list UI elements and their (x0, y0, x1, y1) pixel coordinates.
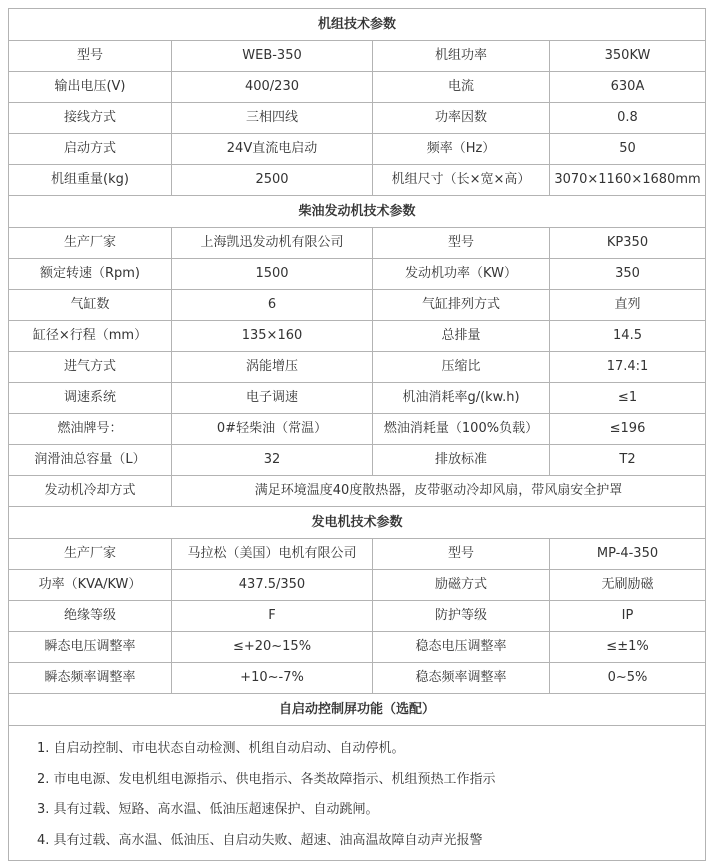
param-label: 润滑油总容量（L） (9, 445, 172, 476)
cooling-value: 满足环境温度40度散热器，皮带驱动冷却风扇，带风扇安全护罩 (172, 476, 706, 507)
table-row (9, 383, 706, 414)
table-row (9, 663, 706, 694)
param-label: 压缩比 (373, 352, 550, 383)
param-value: 直列 (550, 290, 706, 321)
param-value: 135×160 (172, 321, 373, 352)
table-row (9, 539, 706, 570)
param-value: ≤±1% (550, 632, 706, 663)
table-row (9, 352, 706, 383)
param-label: 燃油牌号： (9, 414, 172, 445)
param-label: 瞬态电压调整率 (9, 632, 172, 663)
param-value: 0.8 (550, 103, 706, 134)
table-row (9, 41, 706, 72)
table-row (9, 134, 706, 165)
param-label: 型号 (373, 228, 550, 259)
param-value: 6 (172, 290, 373, 321)
param-label: 调速系统 (9, 383, 172, 414)
table-row (9, 72, 706, 103)
param-value: 上海凯迅发动机有限公司 (172, 228, 373, 259)
param-value: 50 (550, 134, 706, 165)
param-value: 14.5 (550, 321, 706, 352)
param-value: 32 (172, 445, 373, 476)
param-value: ≤1 (550, 383, 706, 414)
param-value: 电子调速 (172, 383, 373, 414)
param-value: F (172, 601, 373, 632)
section-header-row (9, 507, 706, 539)
param-value: 2500 (172, 165, 373, 196)
param-value: IP (550, 601, 706, 632)
param-label: 额定转速（Rpm) (9, 259, 172, 290)
param-label: 机组重量(kg) (9, 165, 172, 196)
param-value: T2 (550, 445, 706, 476)
param-label: 发动机功率（KW） (373, 259, 550, 290)
param-value: 350 (550, 259, 706, 290)
feature-item: 4. 具有过载、高水温、低油压、自启动失败、超速、油高温故障自动声光报警 (37, 832, 483, 848)
param-value: ≤196 (550, 414, 706, 445)
param-value: 马拉松（美国）电机有限公司 (172, 539, 373, 570)
param-label: 气缸排列方式 (373, 290, 550, 321)
param-value: WEB-350 (172, 41, 373, 72)
table-row (9, 601, 706, 632)
param-label: 启动方式 (9, 134, 172, 165)
param-value: 1500 (172, 259, 373, 290)
param-value: 涡能增压 (172, 352, 373, 383)
table-row (9, 570, 706, 601)
param-value: KP350 (550, 228, 706, 259)
param-label: 生产厂家 (9, 228, 172, 259)
param-label: 进气方式 (9, 352, 172, 383)
param-value: 17.4:1 (550, 352, 706, 383)
param-label: 瞬态频率调整率 (9, 663, 172, 694)
param-value: 无刷励磁 (550, 570, 706, 601)
table-row (9, 290, 706, 321)
feature-item: 3. 具有过载、短路、高水温、低油压超速保护、自动跳闸。 (37, 802, 379, 817)
table-row (9, 228, 706, 259)
param-label: 功率（KVA/KW） (9, 570, 172, 601)
param-label: 励磁方式 (373, 570, 550, 601)
table-row (9, 632, 706, 663)
param-label: 缸径×行程（mm） (9, 321, 172, 352)
param-label: 频率（Hz） (373, 134, 550, 165)
section-header-row (9, 9, 706, 41)
param-label: 机油消耗率g/(kw.h) (373, 383, 550, 414)
table-row (9, 259, 706, 290)
section-header-row (9, 694, 706, 726)
section-header-row (9, 196, 706, 228)
param-value: 630A (550, 72, 706, 103)
param-label: 总排量 (373, 321, 550, 352)
param-label: 机组功率 (373, 41, 550, 72)
feature-item: 2. 市电电源、发电机组电源指示、供电指示、各类故障指示、机组预热工作指示 (37, 771, 496, 787)
cooling-label: 发动机冷却方式 (9, 476, 172, 507)
param-label: 机组尺寸（长×宽×高） (373, 165, 550, 196)
control-section-title: 自启动控制屏功能（选配） (9, 694, 706, 726)
param-value: 三相四线 (172, 103, 373, 134)
param-label: 输出电压(V) (9, 72, 172, 103)
param-label: 生产厂家 (9, 539, 172, 570)
genset-section-title: 机组技术参数 (9, 9, 706, 41)
param-label: 绝缘等级 (9, 601, 172, 632)
table-row (9, 445, 706, 476)
param-value: 24V直流电启动 (172, 134, 373, 165)
param-value: 350KW (550, 41, 706, 72)
param-label: 型号 (9, 41, 172, 72)
spec-table-body (9, 9, 706, 861)
cooling-row (9, 476, 706, 507)
param-value: 0#轻柴油（常温） (172, 414, 373, 445)
param-value: MP-4-350 (550, 539, 706, 570)
generator-section-title: 发电机技术参数 (9, 507, 706, 539)
param-label: 排放标准 (373, 445, 550, 476)
param-label: 气缸数 (9, 290, 172, 321)
table-row (9, 414, 706, 445)
param-label: 稳态电压调整率 (373, 632, 550, 663)
param-value: 400/230 (172, 72, 373, 103)
param-label: 型号 (373, 539, 550, 570)
param-value: 3070×1160×1680mm (550, 165, 706, 196)
param-label: 防护等级 (373, 601, 550, 632)
param-value: 437.5/350 (172, 570, 373, 601)
param-label: 接线方式 (9, 103, 172, 134)
feature-item: 1. 自启动控制、市电状态自动检测、机组自动启动、自动停机。 (37, 741, 405, 756)
param-label: 稳态频率调整率 (373, 663, 550, 694)
spec-table (8, 8, 706, 861)
engine-section-title: 柴油发动机技术参数 (9, 196, 706, 228)
table-row (9, 103, 706, 134)
table-row (9, 321, 706, 352)
control-features (9, 726, 706, 861)
features-row (9, 726, 706, 861)
param-label: 电流 (373, 72, 550, 103)
param-value: ≤+20~15% (172, 632, 373, 663)
param-value: 0~5% (550, 663, 706, 694)
table-row (9, 165, 706, 196)
param-value: +10~-7% (172, 663, 373, 694)
param-label: 燃油消耗量（100%负载） (373, 414, 550, 445)
param-label: 功率因数 (373, 103, 550, 134)
